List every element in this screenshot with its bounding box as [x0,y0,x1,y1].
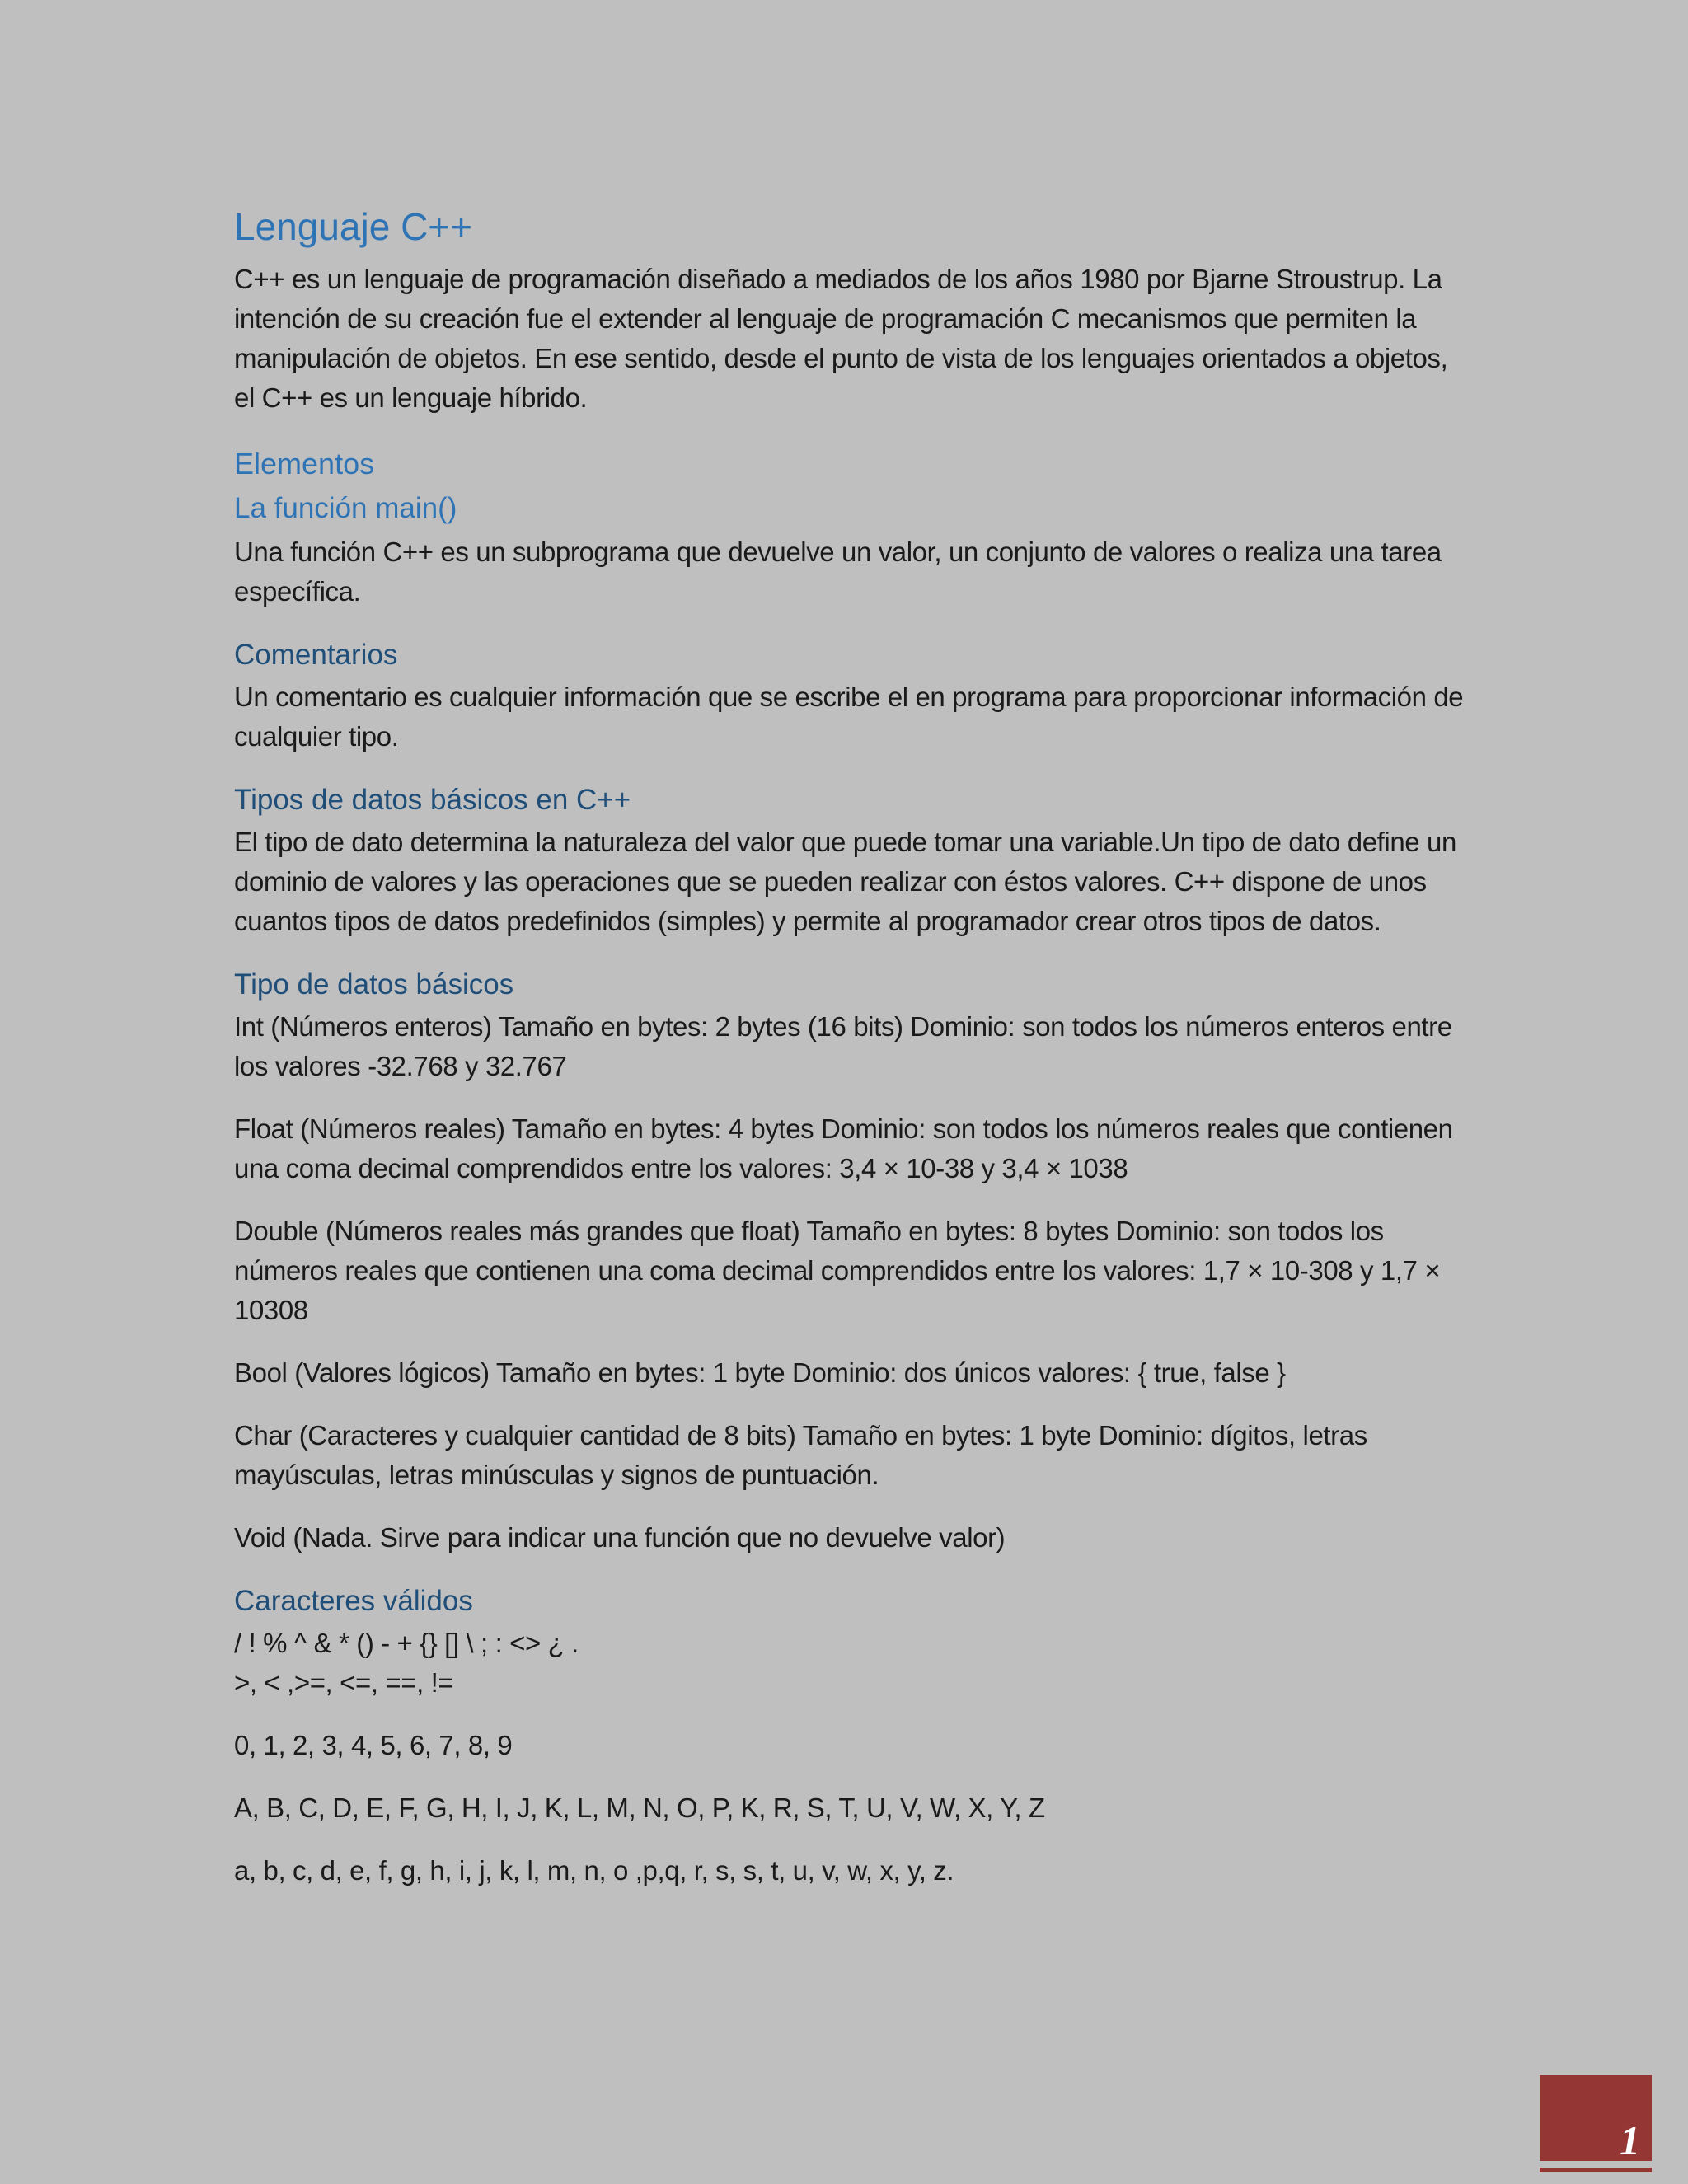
heading-main-function: La función main() [234,492,457,525]
page-number-badge [1540,2075,1652,2161]
type-char: Char (Caracteres y cualquier cantidad de 8 bits) Tamaño en bytes: 1 byte Dominio: dígitos, letras mayúsculas, letras minúsculas y signos de puntuación. [234,1420,1367,1491]
tipos-datos-paragraph: El tipo de dato determina la naturaleza del valor que puede tomar una variable.Un tipo de dato define un dominio de valores y las operaciones que se pueden realizar con éstos valores. C++ dispone de unos cuantos tipos de datos predefinidos (simples) y permite al programador crear otros tipos de datos. [234,827,1456,937]
type-float: Float (Números reales) Tamaño en bytes: 4 bytes Dominio: son todos los números reales que contienen una coma decimal comprendidos entre los valores: 3,4 × 10-38 y 3,4 × 1038 [234,1113,1453,1184]
valid-lowercase: a, b, c, d, e, f, g, h, i, j, k, l, m, n, o ,p,q, r, s, s, t, u, v, w, x, y, z. [234,1855,954,1886]
heading-elementos: Elementos [234,447,375,481]
main-function-paragraph: Una función C++ es un subprograma que devuelve un valor, un conjunto de valores o realiza una tarea específica. [234,537,1442,607]
type-int: Int (Números enteros) Tamaño en bytes: 2 bytes (16 bits) Dominio: son todos los números enteros entre los valores -32.768 y 32.767 [234,1011,1452,1082]
heading-tipo-basicos: Tipo de datos básicos [234,968,514,1001]
comentarios-paragraph: Un comentario es cualquier información que se escribe el en programa para proporcionar información de cualquier tipo. [234,682,1464,752]
type-double: Double (Números reales más grandes que float) Tamaño en bytes: 8 bytes Dominio: son todos los números reales que contienen una coma decimal comprendidos entre los valores: 1,7 × 10-308 y 1,7 × 10308 [234,1216,1441,1326]
valid-symbols: / ! % ^ & * () - + {} [] \ ; : <> ¿ . [234,1628,579,1659]
page-badge-underline [1540,2168,1652,2172]
page-number: 1 [1620,2117,1640,2163]
valid-digits: 0, 1, 2, 3, 4, 5, 6, 7, 8, 9 [234,1730,513,1761]
intro-paragraph: C++ es un lenguaje de programación diseñado a mediados de los años 1980 por Bjarne Stroustrup. La intención de su creación fue el extender al lenguaje de programación C mecanismos que permiten la manipulación de objetos. En ese sentido, desde el punto de vista de los lenguajes orientados a objetos, el C++ es un lenguaje híbrido. [234,264,1448,414]
valid-uppercase: A, B, C, D, E, F, G, H, I, J, K, L, M, N, O, P, K, R, S, T, U, V, W, X, Y, Z [234,1793,1045,1824]
valid-operators: >, < ,>=, <=, ==, != [234,1667,454,1699]
heading-comentarios: Comentarios [234,639,398,672]
heading-caracteres: Caracteres válidos [234,1585,473,1618]
type-bool: Bool (Valores lógicos) Tamaño en bytes: 1 byte Dominio: dos únicos valores: { true, false } [234,1357,1286,1389]
page-title: Lenguaje C++ [234,205,473,248]
type-void: Void (Nada. Sirve para indicar una función que no devuelve valor) [234,1522,1006,1554]
heading-tipos-datos: Tipos de datos básicos en C++ [234,784,631,817]
document-body [234,204,1470,1891]
